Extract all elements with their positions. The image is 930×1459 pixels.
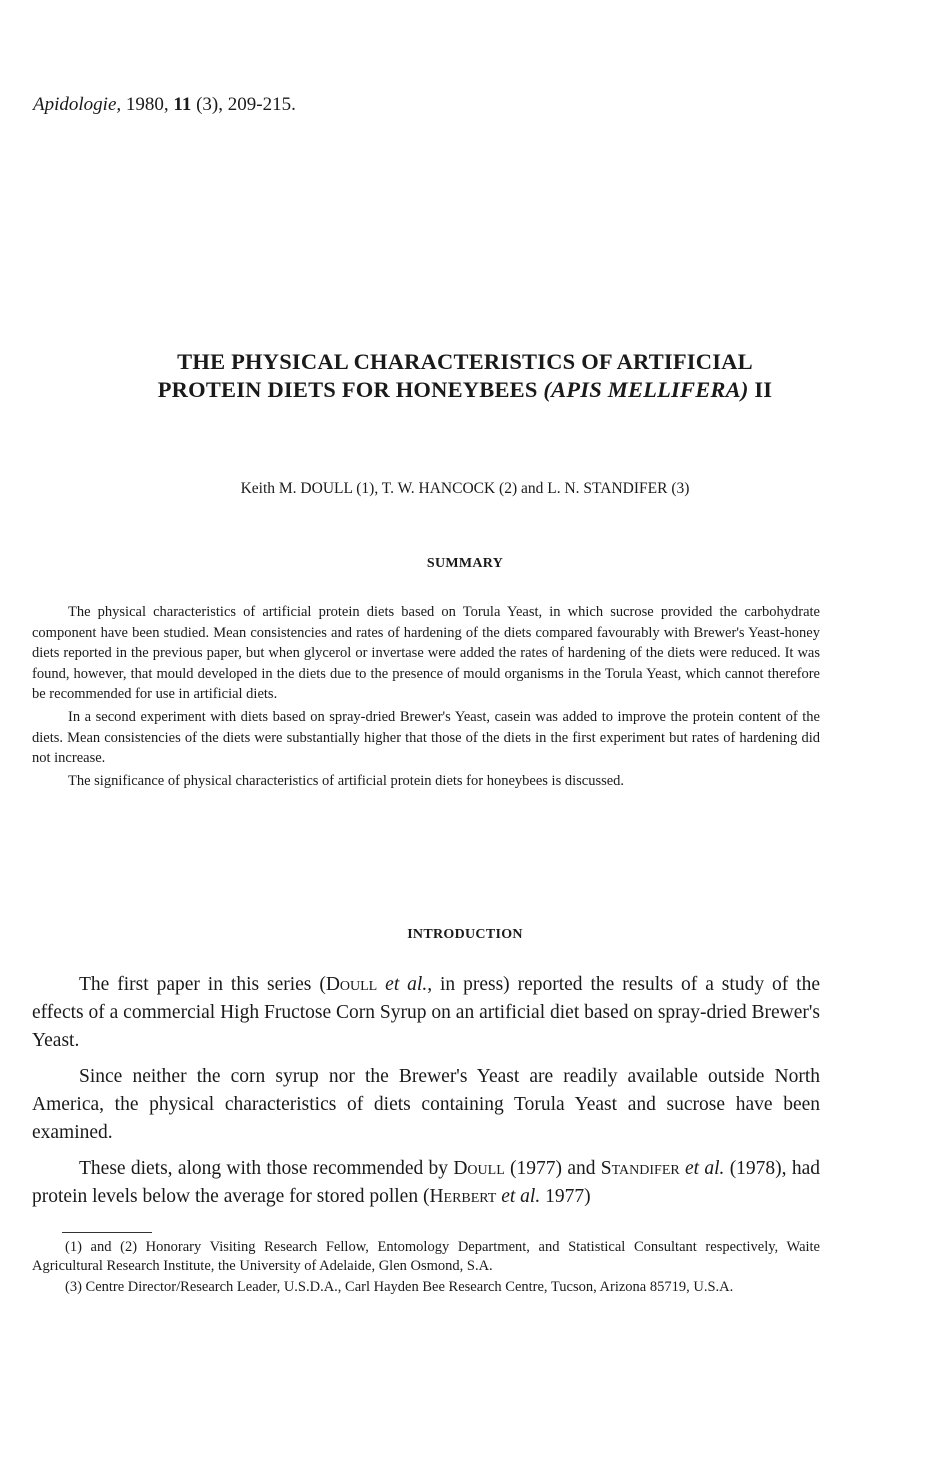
author-citation: Doull (453, 1158, 505, 1179)
footnote-divider (62, 1232, 152, 1233)
text-run: These diets, along with those recommended by (79, 1158, 454, 1179)
title-part-number: II (748, 377, 773, 402)
paper-title (60, 348, 870, 404)
introduction-paragraph (32, 1155, 820, 1211)
title-line-2-text: PROTEIN DIETS FOR HONEYBEES (157, 377, 544, 402)
text-run: (1977) and (504, 1158, 601, 1179)
journal-name: Apidologie, (33, 94, 122, 115)
summary-paragraph: In a second experiment with diets based on spray-dried Brewer's Yeast, casein was added to improve the protein content of the diets. Mean consistencies of the diets were substantially higher that those of the diets in the first experiment but rates of hardening did not increase. (32, 708, 820, 767)
author-citation: Doull (325, 974, 378, 995)
text-run: The first paper in this series ( (79, 974, 326, 995)
introduction-heading: INTRODUCTION (407, 927, 523, 942)
et-al: et al. (679, 1158, 725, 1179)
introduction-body (32, 971, 820, 1219)
text-run: 1977) (540, 1186, 591, 1207)
footnote: (3) Centre Director/Research Leader, U.S.D.A., Carl Hayden Bee Research Centre, Tucson, Arizona 85719, U.S.A. (65, 1279, 734, 1295)
introduction-paragraph: Since neither the corn syrup nor the Brewer's Yeast are readily available outside North America, the physical characteristics of diets containing Torula Yeast and sucrose have been examined. (32, 1066, 820, 1143)
author-list: Keith M. DOULL (1), T. W. HANCOCK (2) and L. N. STANDIFER (3) (240, 480, 690, 497)
summary-paragraph: The physical characteristics of artificial protein diets based on Torula Yeast, in which sucrose provided the carbohydrate component have been studied. Mean consistencies and rates of hardening of the diets compared favourably with Brewer's Yeast-honey diets reported in the previous paper, but when glycerol or invertase were added the rates of hardening of the diets were reduced. It was found, however, that mould developed in the diets due to the presence of mould organisms in the Torula Yeast, which cannot therefore be recommended for use in artificial diets. (32, 604, 820, 703)
journal-year: 1980, (121, 94, 174, 115)
footnote: (1) and (2) Honorary Visiting Research Fellow, Entomology Department, and Statistical Consultant respectively, Waite Agricultural Research Institute, the University of Adelaide, Glen Osmond, S.A. (32, 1239, 820, 1274)
et-al: et al., (377, 974, 433, 995)
summary-heading: SUMMARY (426, 556, 504, 571)
summary-body (32, 602, 820, 793)
title-species: (APIS MELLIFERA) (543, 377, 749, 402)
summary-paragraph: The significance of physical characteristics of artificial protein diets for honeybees is discussed. (68, 772, 625, 789)
journal-volume: 11 (173, 94, 192, 115)
title-line-2 (60, 376, 870, 404)
journal-issue-pages: (3), 209-215. (191, 94, 296, 115)
footnotes (32, 1238, 820, 1300)
author-citation: Herbert (429, 1186, 497, 1207)
introduction-paragraph (32, 971, 820, 1055)
text-run: in press) reported the results of a study of the effects of a commercial High Fructose Corn Syrup on an artificial diet based on spray-dried Brewer's Yeast. (32, 974, 820, 1051)
et-al: et al. (496, 1186, 541, 1207)
title-line-1: THE PHYSICAL CHARACTERISTICS OF ARTIFICIAL (177, 349, 753, 374)
journal-citation (33, 94, 296, 116)
author-citation: Standifer (600, 1158, 680, 1179)
text-run: (1978), had protein levels below the average for stored pollen ( (32, 1158, 820, 1207)
